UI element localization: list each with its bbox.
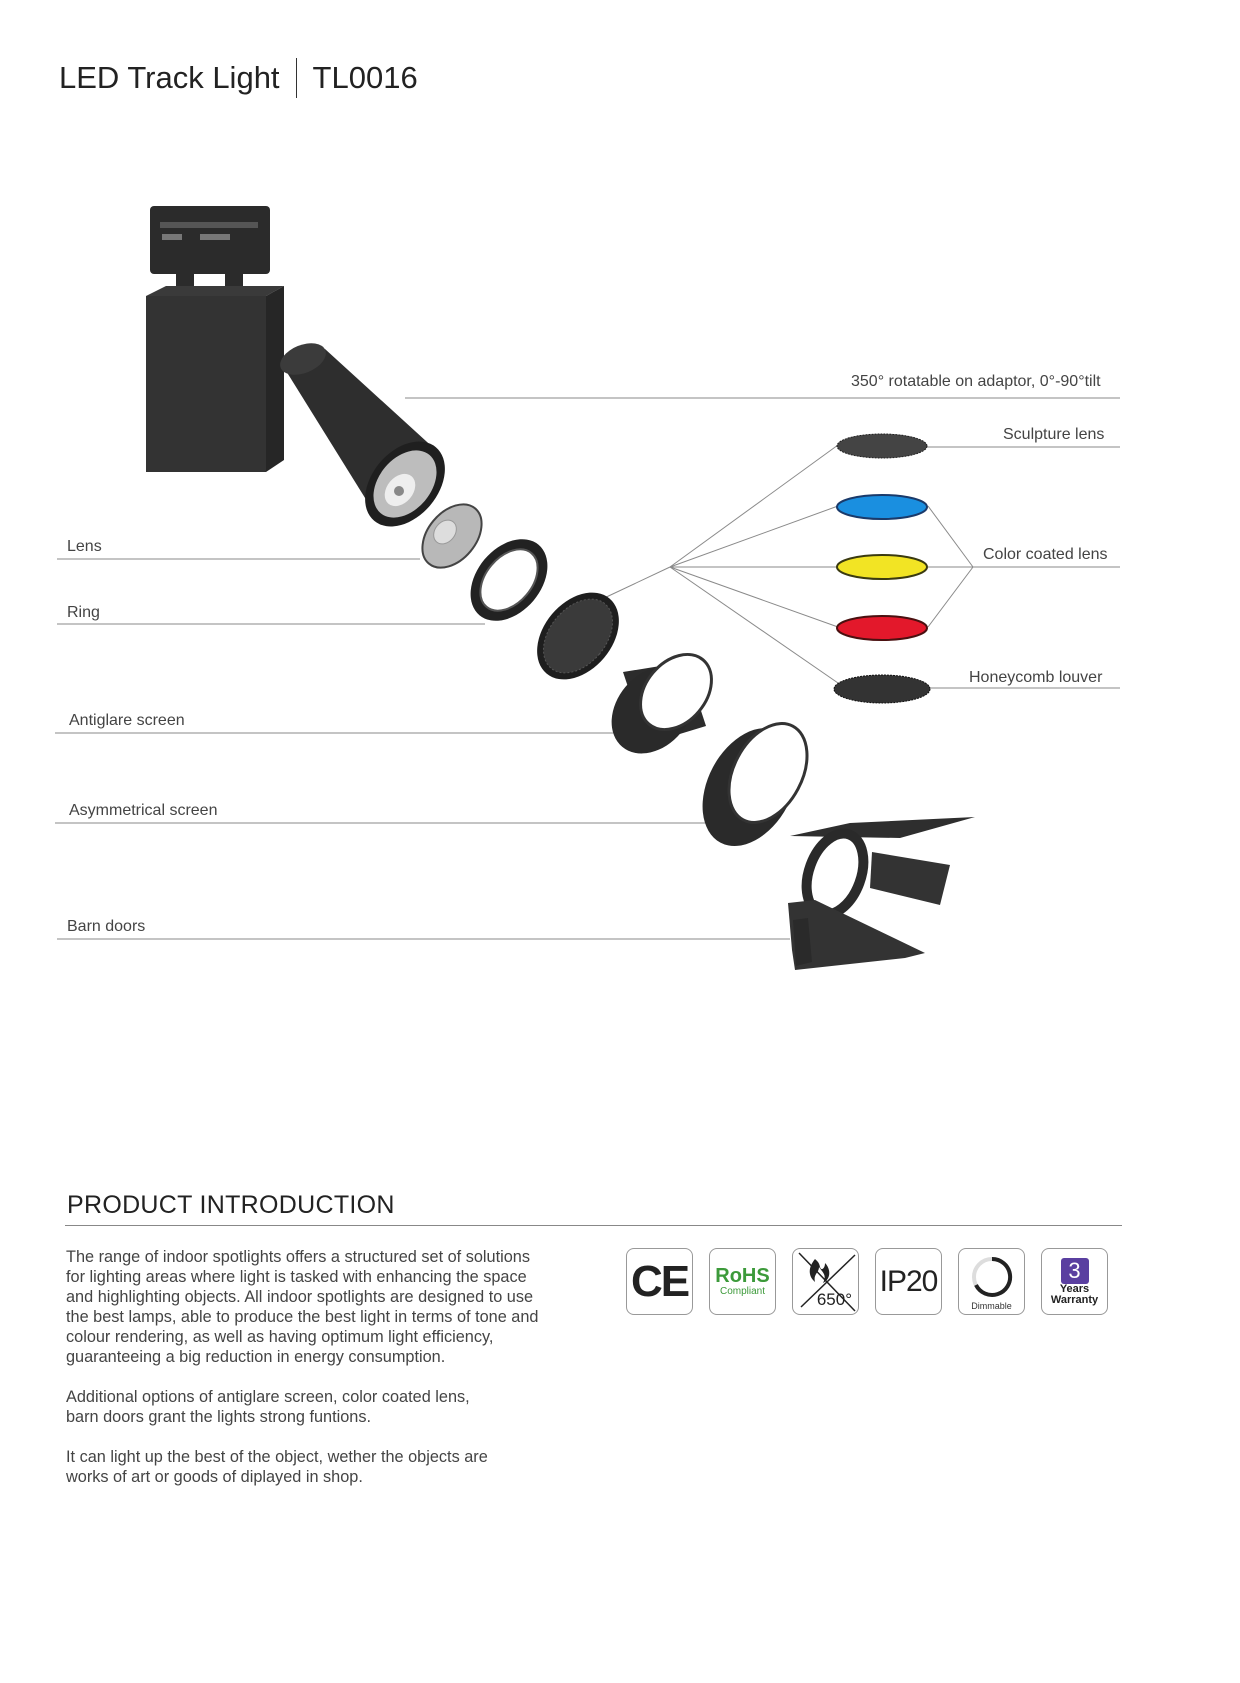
asymmetrical-screen-part bbox=[683, 710, 823, 862]
product-type: LED Track Light bbox=[59, 60, 280, 95]
antiglare-screen-part bbox=[595, 641, 726, 770]
ip-rating-badge bbox=[875, 1248, 942, 1315]
rohs-badge bbox=[709, 1248, 776, 1315]
intro-paragraph: Additional options of antiglare screen, color coated lens, barn doors grant the lights strong funtions. bbox=[66, 1388, 470, 1426]
red-lens-disc bbox=[837, 616, 927, 640]
dimmable-badge bbox=[958, 1248, 1025, 1315]
label-ring: Ring bbox=[67, 604, 100, 621]
sculpture-lens-disc bbox=[837, 434, 927, 458]
title-divider bbox=[296, 58, 297, 98]
rohs-sublabel: Compliant bbox=[719, 1286, 765, 1297]
barn-doors-part bbox=[788, 817, 975, 970]
label-lens: Lens bbox=[67, 538, 102, 555]
label-barn-doors: Barn doors bbox=[67, 918, 146, 935]
label-honeycomb-louver: Honeycomb louver bbox=[969, 669, 1103, 686]
label-sculpture-lens: Sculpture lens bbox=[1003, 426, 1105, 443]
model-number: TL0016 bbox=[312, 60, 418, 95]
dimmable-label: Dimmable bbox=[971, 1301, 1012, 1311]
section-title: PRODUCT INTRODUCTION bbox=[67, 1191, 395, 1219]
warranty-years-label: Years bbox=[1059, 1282, 1090, 1295]
intro-paragraph: The range of indoor spotlights offers a structured set of solutions for lighting areas where light is tasked with enhancing the space and highlighting objects. All indoor spotlights are designed to use the best lamps, able to produce the best light in terms of tone and colour rendering, as well as having optimum light efficiency, guaranteeing a big reduction in energy consumption. bbox=[66, 1248, 539, 1366]
intro-text bbox=[66, 1247, 586, 1507]
driver-box bbox=[146, 286, 284, 472]
exploded-view-diagram bbox=[0, 180, 1240, 980]
label-asymmetrical-screen: Asymmetrical screen bbox=[69, 802, 218, 819]
blue-lens-disc bbox=[837, 495, 927, 519]
honeycomb-louver-disc bbox=[834, 675, 930, 703]
fire-rating-badge bbox=[792, 1248, 859, 1315]
warranty-badge bbox=[1041, 1248, 1108, 1315]
ce-mark: CE bbox=[630, 1256, 689, 1306]
ce-badge bbox=[626, 1248, 693, 1315]
label-antiglare-screen: Antiglare screen bbox=[69, 712, 185, 729]
section-divider bbox=[65, 1225, 1122, 1226]
warranty-years: 3 bbox=[1061, 1258, 1089, 1284]
yellow-lens-disc bbox=[837, 555, 927, 579]
page-title bbox=[59, 58, 418, 98]
warranty-label: Warranty bbox=[1050, 1293, 1099, 1306]
certification-badges bbox=[626, 1248, 1108, 1315]
intro-paragraph: It can light up the best of the object, wether the objects are works of art or goods of diplayed in shop. bbox=[66, 1448, 488, 1486]
track-adaptor bbox=[150, 206, 270, 288]
label-color-coated-lens: Color coated lens bbox=[983, 546, 1108, 563]
spotlight-cylinder bbox=[276, 337, 462, 542]
accessory-lenses bbox=[834, 434, 930, 703]
ip-rating: IP20 bbox=[879, 1264, 938, 1298]
rohs-label: RoHS bbox=[715, 1265, 770, 1287]
fire-temperature: 650° bbox=[816, 1290, 852, 1309]
label-rotation: 350° rotatable on adaptor, 0°-90°tilt bbox=[851, 373, 1101, 390]
